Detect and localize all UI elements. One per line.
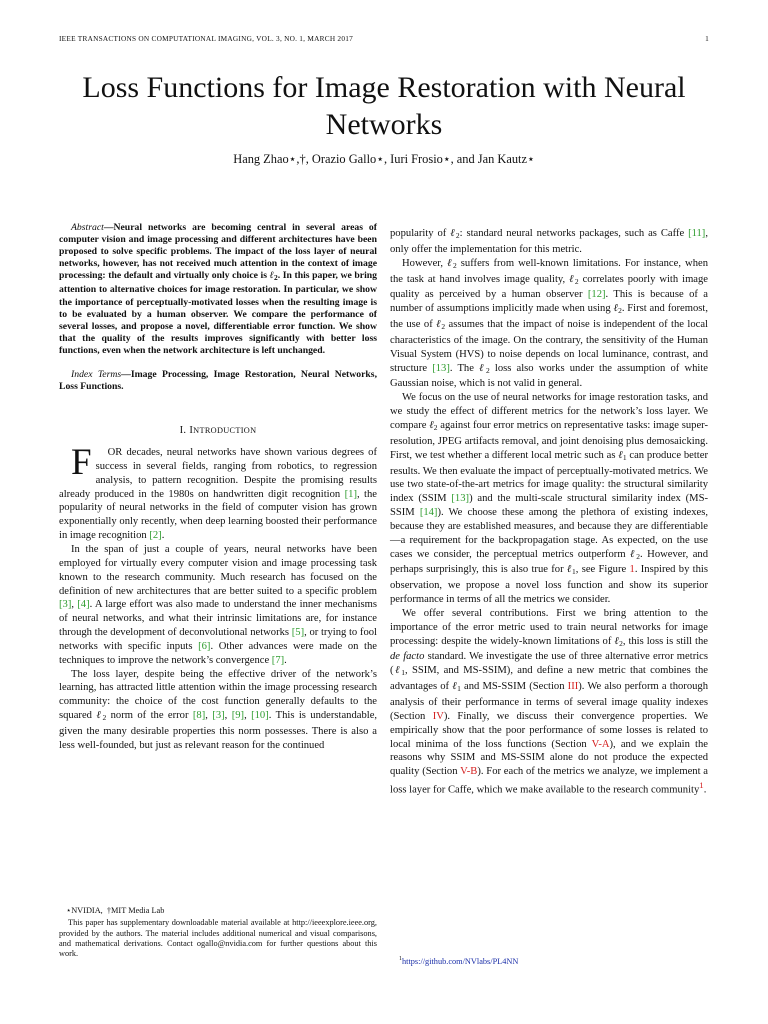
intro-p2-text-d: . Other advances were made on the techniques to improve the network’s convergence: [59, 640, 377, 666]
l1-subscript: 1: [457, 684, 461, 694]
text-run: suffers from well-known limitations. For instance, when the task at hand involves image quality,: [390, 257, 708, 285]
l1-symbol: ℓ: [566, 564, 572, 576]
text-run: ). We choose these among the plethora of existing indexes, because they are established measures, and because they are differentiable—a requirement for the backpropagation stage. As expected, on the use cases we consider, the perceptual metrics outperform: [390, 507, 708, 560]
abstract-dash: —: [103, 222, 114, 233]
author-list: Hang Zhao⋆,†, Orazio Gallo⋆, Iuri Frosio⋆, and Jan Kautz⋆: [233, 152, 535, 166]
l2-symbol: ℓ: [436, 319, 442, 331]
text-run: assumes that the impact of noise is independent of the local characteristics of the image. On the contrary, the sensitivity of the Human Visual System (HVS) to noise depends on local luminance, contrast, and structure: [390, 319, 708, 374]
text-run: . This is because of a number of assumptions implicitly made when using: [390, 289, 708, 315]
section-title-rest: NTRODUCTION: [193, 426, 257, 436]
left-column: [59, 222, 377, 753]
text-run: We offer several contributions. First we bring attention to the importance of the error metric used to train neural networks for image processing: despite the widely-known limitations of: [390, 607, 708, 647]
intro-p1-end: .: [161, 530, 165, 542]
paper-title: Loss Functions for Image Restoration with Neural Networks: [82, 71, 686, 141]
intro-p2-text-a: In the span of just a couple of years, neural networks have been employed for virtually every computer vision and image processing task known to the research community. Much research has focused on the definition of new architectures that are better suited to a specific problem: [59, 543, 377, 597]
l2-symbol: ℓ: [479, 362, 486, 374]
text-run: , this loss is still the: [622, 635, 708, 647]
citation-link[interactable]: [5]: [291, 627, 305, 639]
l2-symbol: ℓ: [447, 257, 453, 269]
supplementary-note: This paper has supplementary downloadable material available at http://ieeexplore.ieee.org, provided by the authors. The material includes additional numerical and visual comparisons, and mathematical derivations. Contact ogallo@nvidia.com for further questions about this work.: [59, 918, 377, 959]
index-terms: [59, 369, 377, 393]
text-run: and MS-SSIM (Section: [460, 681, 568, 693]
citation-link[interactable]: [11]: [688, 228, 706, 239]
citation-link[interactable]: [1]: [344, 488, 357, 500]
right-paragraph-3: [390, 391, 708, 607]
section-title-initial: I: [189, 425, 194, 437]
l2-subscript: 2: [433, 422, 438, 432]
text-run: However,: [402, 257, 448, 269]
text-run: , only offer the implementation for this metric.: [390, 228, 708, 255]
citation-link[interactable]: [4]: [77, 599, 90, 611]
citation-separator: ,: [71, 599, 78, 611]
running-header: [59, 34, 709, 46]
intro-paragraph-1: [59, 442, 378, 543]
citation-link[interactable]: [3]: [59, 599, 72, 611]
index-terms-dash: —: [121, 369, 131, 381]
section-ref-link[interactable]: IV: [432, 710, 444, 722]
citation-separator: ,: [224, 710, 232, 722]
citation-link[interactable]: [12]: [587, 289, 606, 301]
text-run: correlates poorly with image quality as perceived by a human observer: [390, 273, 709, 301]
citation-link[interactable]: [6]: [198, 640, 211, 652]
l2-symbol: ℓ: [630, 548, 637, 560]
intro-p1-text-a: OR decades, neural networks have shown various degrees of success in several fields, ranging from robotics, to regression analysis, to pattern recognition. Despite the promising results already produced in the 1980s on handwritten digit recognition: [59, 447, 377, 500]
l2-symbol: ℓ: [613, 303, 619, 315]
figure-ref-link[interactable]: 1: [629, 564, 635, 576]
l2-subscript: 2: [636, 551, 641, 561]
text-run: , SSIM, and MS-SSIM), and define a new metric that combines the advantages of: [390, 665, 708, 693]
section-ref-link[interactable]: V-A: [591, 738, 610, 750]
text-run: . However, and perhaps surprisingly, this is also true for: [390, 548, 708, 576]
section-numeral: I.: [179, 425, 187, 437]
intro-p2-text-b: . A large effort was also made to understand the inner mechanisms of neural networks, and what their intrinsic limitations are, for instance through the development of deconvolutional networks: [59, 599, 377, 639]
l2-symbol: ℓ: [96, 710, 103, 722]
github-link[interactable]: https://github.com/NVlabs/PL4NN: [402, 956, 519, 966]
text-run: ). For each of the metrics we analyze, we implement a loss layer for Caffe, which we make available to the research community: [390, 766, 708, 796]
citation-separator: ,: [205, 710, 213, 722]
footnote-1-marker: 1: [399, 956, 402, 962]
intro-p1-text-b: , the popularity of neural networks in the field of computer vision has grown exponentially only recently, when deep learning boosted their performance in image recognition: [59, 488, 378, 542]
l2-subscript: 2: [485, 365, 490, 375]
intro-p2-text-c: , or trying to fool networks with specific inputs: [59, 627, 377, 652]
citation-link[interactable]: [3]: [212, 710, 225, 722]
right-paragraph-4: [390, 607, 708, 798]
right-column: [390, 227, 708, 797]
intro-p2-end: .: [284, 654, 287, 666]
section-heading-introduction: [59, 424, 377, 438]
citation-link[interactable]: [9]: [231, 710, 245, 722]
l2-symbol: ℓ: [569, 273, 575, 285]
intro-p3-text-b: norm of the error: [106, 710, 193, 722]
l1-symbol: ℓ: [393, 665, 402, 677]
l2-subscript: 2: [452, 260, 457, 270]
citation-link[interactable]: [8]: [192, 710, 206, 722]
index-terms-text: Image Processing, Image Restoration, Neural Networks, Loss Functions.: [59, 369, 377, 393]
l2-subscript: 2: [455, 231, 460, 240]
text-run: . First and foremost, the use of: [390, 303, 708, 331]
citation-link[interactable]: [10]: [251, 710, 269, 722]
right-paragraph-2: [390, 257, 708, 392]
abstract: [59, 222, 377, 357]
intro-p3-text-c: . This is understandable, given the many desirable properties this norm possesses. There is also a less well-founded, but just as relevant reason for the continued: [59, 710, 378, 751]
citation-link[interactable]: [13]: [432, 362, 450, 374]
text-run: : standard neural networks packages, such as Caffe: [459, 228, 689, 239]
text-run: against four error metrics on representative tasks: image super-resolution, JPEG artifacts removal, and joint denoising plus demosaicking. First, we test whether a different local metric such as: [390, 419, 708, 461]
text-run: . Inspired by this observation, we propose a novel loss function and show its superior performance in terms of all the metrics we consider.: [390, 564, 708, 606]
citation-link[interactable]: [14]: [419, 507, 438, 519]
abstract-text-1: Neural networks are becoming central in several areas of computer vision and image processing and different architectures have been proposed to solve specific problems. The impact of the loss layer of neural networks, however, has not received much attention in the context of image processing: the default and virtually only choice is: [59, 222, 377, 282]
right-paragraph-1: [390, 227, 708, 257]
l2-symbol: ℓ: [450, 228, 456, 239]
l1-subscript: 1: [401, 668, 405, 678]
l2-subscript: 2: [574, 276, 579, 286]
text-run: ). Finally, we discuss their convergence properties. We empirically show that the poor performance of some losses is related to local minima of the loss functions (Section: [390, 710, 708, 750]
text-run: We focus on the use of neural networks for image restoration tasks, and we study the effect of different metrics for the network’s loss layer. We compare: [390, 392, 708, 431]
citation-link[interactable]: [13]: [451, 493, 470, 505]
text-run: ). We also perform a thorough analysis of their performance in terms of several image quality indexes (Section: [390, 681, 709, 722]
l2-subscript: 2: [618, 306, 622, 316]
abstract-label: Abstract: [71, 222, 104, 233]
section-ref-link[interactable]: V-B: [460, 766, 478, 778]
l1-symbol: ℓ: [452, 681, 458, 693]
l2-subscript: 2: [273, 273, 278, 283]
l1-subscript: 1: [622, 452, 627, 462]
page-number: 1: [705, 34, 709, 43]
intro-paragraph-3: [59, 668, 377, 753]
section-ref-link[interactable]: III: [567, 681, 579, 693]
text-run: . The: [449, 362, 480, 374]
text-run: ) and the multi-scale structural similarity index (MS-SSIM: [390, 493, 709, 519]
journal-name: IEEE TRANSACTIONS ON COMPUTATIONAL IMAGING, VOL. 3, NO. 1, MARCH 2017: [59, 34, 354, 43]
footnote-marker-link[interactable]: 1: [699, 780, 704, 791]
text-run: can produce better results. We then evaluate the impact of perceptually-motivated metrics. We use two state-of-the-art metrics for image quality: the structural similarity index (SSIM: [390, 449, 708, 505]
text-run: standard. We investigate the use of three alternative error metrics (: [390, 651, 708, 677]
intro-p3-text-a: The loss layer, despite being the effective driver of the network’s learning, has attracted little attention within the image processing research community: the choice of the cost function generally defaults to the squared: [59, 668, 377, 722]
footnote-1: [390, 954, 708, 967]
de-facto: de facto: [390, 651, 425, 663]
citation-link[interactable]: [7]: [271, 654, 285, 666]
abstract-text-2: . In this paper, we bring attention to alternative choices for image restoration. In particular, we show the importance of perceptually-motivated losses when the resulting image is to be evaluated by a human observer. We compare the performance of several losses, and propose a novel, differentiable error function. We show that the quality of the results improves significantly with better loss functions, even when the network architecture is left unchanged.: [59, 270, 378, 356]
citation-link[interactable]: [2]: [149, 530, 162, 542]
l1-symbol: ℓ: [618, 449, 623, 461]
affiliation-note: ⋆NVIDIA, †MIT Media Lab: [66, 906, 165, 915]
footnote-affiliations: [59, 906, 377, 959]
citation-separator: ,: [244, 710, 252, 722]
l2-symbol: ℓ: [269, 270, 274, 282]
text-run: , see Figure: [575, 564, 630, 576]
l2-symbol: ℓ: [614, 635, 620, 647]
l2-subscript: 2: [619, 638, 623, 648]
l2-subscript: 2: [102, 713, 107, 723]
l2-subscript: 2: [441, 322, 446, 332]
text-run: loss also works under the assumption of white Gaussian noise, which is not valid in general.: [390, 362, 708, 390]
intro-paragraph-2: [59, 543, 377, 668]
l2-symbol: ℓ: [429, 419, 434, 431]
l1-subscript: 1: [572, 567, 576, 577]
text-run: ), and we explain the reasons why SSIM and MS-SSIM alone do not produce the expected quality (Section: [390, 738, 708, 778]
index-terms-label: Index Terms: [71, 369, 122, 381]
drop-cap: F: [71, 442, 92, 484]
text-run: .: [703, 784, 707, 796]
text-run: popularity of: [390, 228, 451, 239]
